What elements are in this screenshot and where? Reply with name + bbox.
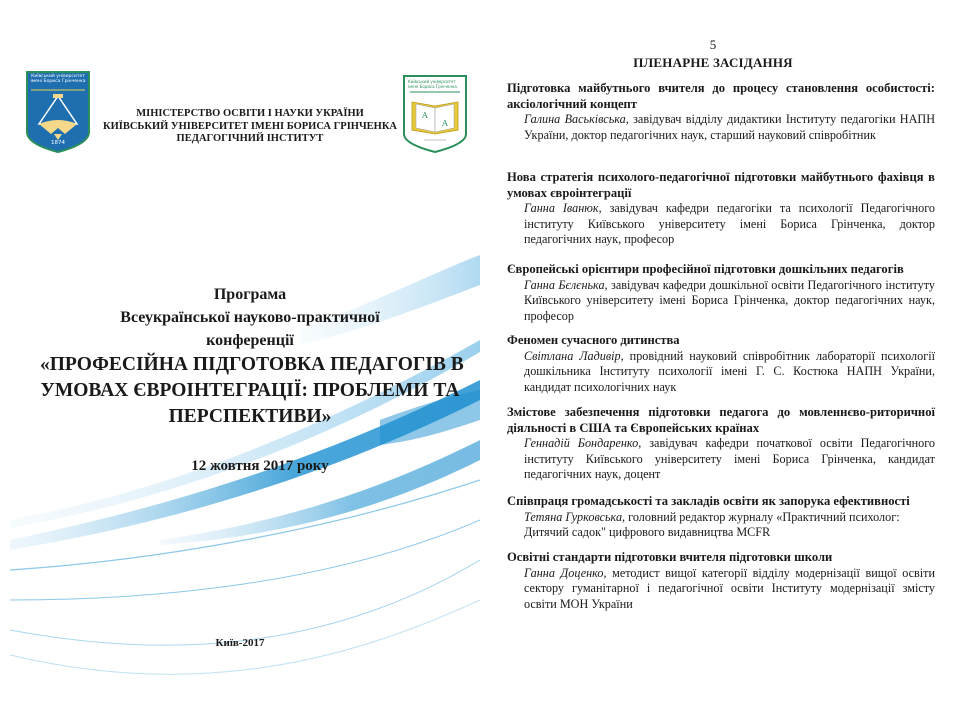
ministry-line: МІНІСТЕРСТВО ОСВІТИ І НАУКИ УКРАЇНИ <box>136 108 364 119</box>
speaker-details: завідувач кафедри педагогіки та психології Педагогічного інституту Київського університету імені Бориса Грінченка, доктор педагогічних наук, професор <box>524 201 936 246</box>
institute-line: ПЕДАГОГІЧНИЙ ІНСТИТУТ <box>176 133 324 144</box>
svg-text:A: A <box>422 111 428 120</box>
talk-title: Феномен сучасного дитинства <box>507 333 680 347</box>
talk-title: Нова стратегія психолого-педагогічної підготовки майбутнього фахівця в умовах євроінтеграції <box>507 170 935 200</box>
publication-city-year: Київ-2017 <box>215 637 265 649</box>
conference-date: 12 жовтня 2017 року <box>191 458 329 474</box>
talk-item <box>507 170 935 248</box>
crest-year: 1874 <box>51 140 65 146</box>
speaker-name: Тетяна Гурковська, <box>524 509 626 524</box>
talk-item <box>507 81 935 143</box>
talk-item <box>507 550 935 612</box>
talk-title: Співпраця громадськості та закладів освіти як запорука ефективності <box>507 494 910 508</box>
talk-title: Європейські орієнтири професійної підготовки дошкільних педагогів <box>507 262 904 276</box>
ministry-header <box>100 108 400 146</box>
talk-item <box>507 494 935 541</box>
speaker-name: Світлана Ладивір, <box>524 348 624 363</box>
page-number: 5 <box>709 37 717 52</box>
talk-speaker-info <box>507 278 935 325</box>
conference-type: Всеукраїнської науково-практичної <box>120 309 380 326</box>
conference-word: конференції <box>206 332 294 349</box>
speaker-details: завідувач кафедри дошкільної освіти Педагогічного інституту Київського університету імені Бориса Грінченка, доктор педагогічних наук, професор <box>524 277 935 323</box>
talk-speaker-info <box>507 112 935 143</box>
speaker-details: завідувач кафедри початкової освіти Педагогічного інституту Київського університету імені Бориса Грінченка, кандидат педагогічних наук, доцент <box>524 436 935 481</box>
theme-line-3: ПЕРСПЕКТИВИ» <box>168 406 332 427</box>
section-title: ПЛЕНАРНЕ ЗАСІДАННЯ <box>633 55 793 70</box>
pedagogical-institute-book-icon <box>402 74 468 154</box>
talk-title: Освітні стандарти підготовки вчителя підготовки школи <box>507 550 833 564</box>
talk-item <box>507 333 935 395</box>
talk-speaker-info <box>507 510 935 541</box>
speaker-details: методист вищої категорії відділу модернізації вищої освіти сектору гуманітарної і педагогічної освіти Інституту модернізації змісту освіти МОН України <box>524 565 935 611</box>
speaker-name: Ганна Бєлєнька, <box>524 277 608 292</box>
conference-title <box>40 283 464 430</box>
theme-line-1: «ПРОФЕСІЙНА ПІДГОТОВКА ПЕДАГОГІВ В <box>40 354 464 375</box>
talk-speaker-info <box>507 566 935 613</box>
speaker-name: Геннадій Бондаренко, <box>524 436 642 450</box>
talk-item <box>507 262 935 324</box>
svg-text:A: A <box>442 119 448 128</box>
speaker-details: завідувач відділу дидактики Інституту педагогіки НАПН України, доктор педагогічних наук, старший науковий співробітник <box>524 112 935 142</box>
speaker-details: головний редактор журналу «Практичний психолог: Дитячий садок" цифрового видавництва MCFR <box>524 509 900 539</box>
talk-speaker-info <box>507 201 935 248</box>
talk-speaker-info <box>507 436 935 483</box>
program-page <box>490 0 960 720</box>
speaker-name: Галина Васьківська, <box>524 112 629 126</box>
theme-line-2: УМОВАХ ЄВРОІНТЕГРАЦІЇ: ПРОБЛЕМИ ТА <box>40 380 460 401</box>
university-line: КИЇВСЬКИЙ УНІВЕРСИТЕТ ІМЕНІ БОРИСА ГРІНЧЕНКА <box>102 120 398 132</box>
speaker-name: Ганна Іванюк, <box>524 201 602 215</box>
talk-item <box>507 405 935 483</box>
talk-title: Підготовка майбутнього вчителя до процесу становлення особистості: аксіологічний концепт <box>507 81 935 111</box>
talk-title: Змістове забезпечення підготовки педагога до мовленнєво-риторичної діяльності в США та Європейських країнах <box>507 405 935 435</box>
university-crest-icon <box>25 70 91 154</box>
institute-logo-text: Київський університет імені Бориса Грінченка <box>408 79 457 89</box>
talk-speaker-info <box>507 349 935 396</box>
speaker-name: Ганна Доценко, <box>524 565 607 580</box>
crest-text: Київський університет імені Бориса Грінченка <box>30 74 86 84</box>
speaker-details: провідний науковий співробітник лабораторії психології дошкільника Інституту психології імені Г. С. Костюка НАПН України, кандидат психологічних наук <box>524 348 935 394</box>
program-label: Програма <box>213 286 287 303</box>
